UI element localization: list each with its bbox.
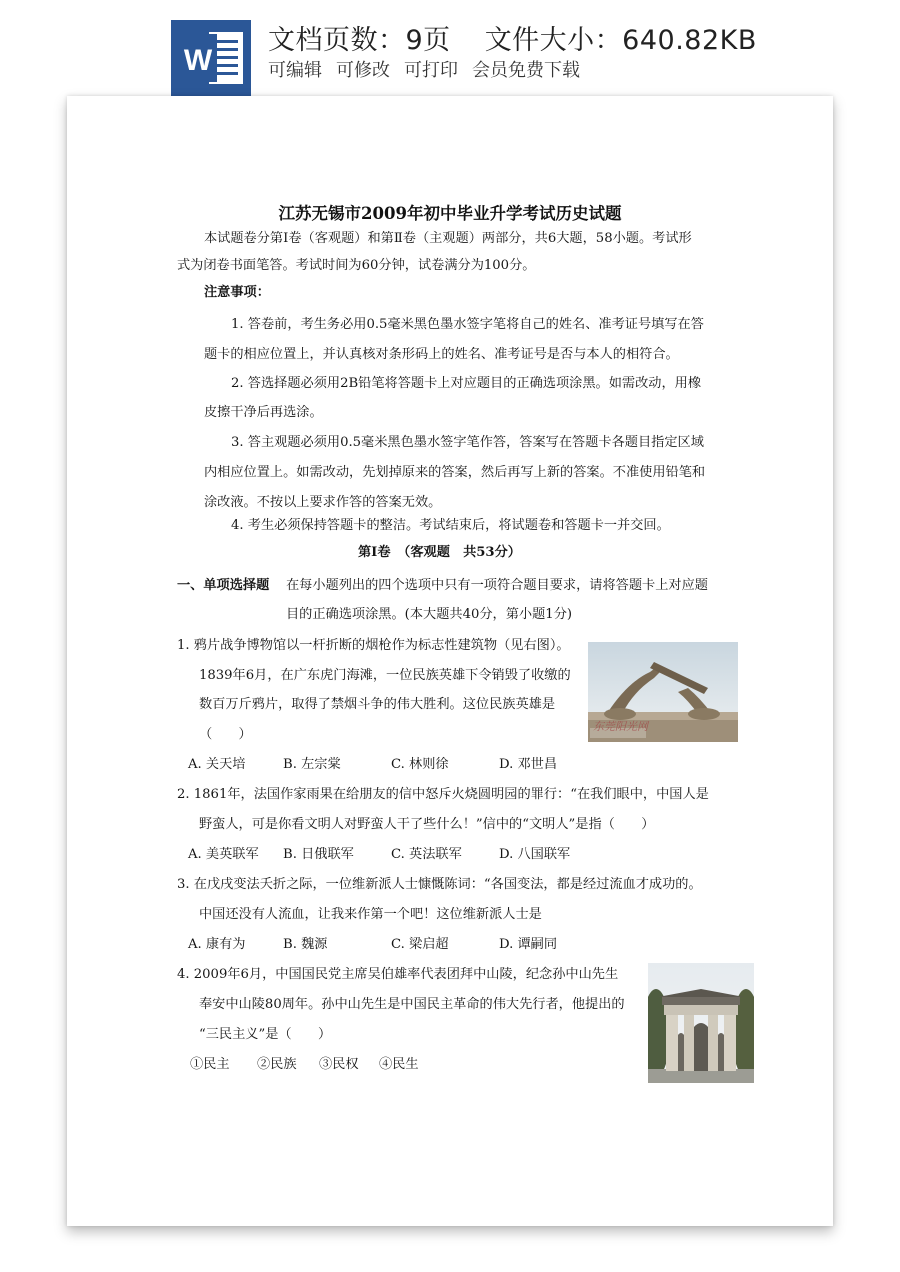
question-4-line-1: 4. 2009年6月，中国国民党主席吴伯雄率代表团拜中山陵，纪念孙中山先生 [177, 967, 619, 982]
note-3-line-2: 内相应位置上。如需改动，先划掉原来的答案，然后再写上新的答案。不准使用铅笔和 [204, 465, 706, 480]
notes-heading: 注意事项： [204, 285, 270, 300]
question-4-option-2: ②民族 [257, 1057, 297, 1072]
question-2-line-2: 野蛮人，可是你看文明人对野蛮人干了些什么！”信中的“文明人”是指（ ） [199, 817, 655, 832]
note-1-line-2: 题卡的相应位置上，并认真核对条形码上的姓名、准考证号是否与本人的相符合。 [204, 347, 679, 362]
question-1-line-3: 数百万斤鸦片，取得了禁烟斗争的伟大胜利。这位民族英雄是 [199, 697, 556, 712]
feature-member-download: 会员免费下载 [472, 60, 580, 81]
feature-modifiable: 可修改 [336, 60, 390, 81]
question-1-option-b: B. 左宗棠 [283, 757, 341, 772]
opium-pipe-monument-photo [588, 642, 738, 742]
note-4: 4. 考生必须保持答题卡的整洁。考试结束后，将试题卷和答题卡一并交回。 [231, 518, 670, 533]
question-4-option-4: ④民生 [379, 1057, 419, 1072]
question-2-option-b: B. 日俄联军 [283, 847, 354, 862]
question-4-option-3: ③民权 [319, 1057, 359, 1072]
question-2-line-1: 2. 1861年，法国作家雨果在给朋友的信中怒斥火烧圆明园的罪行：“在我们眼中，中国人是 [177, 787, 709, 802]
page-title: 江苏无锡市2009年初中毕业升学考试历史试题 [278, 204, 622, 223]
intro-line-1: 本试题卷分第Ⅰ卷（客观题）和第Ⅱ卷（主观题）两部分，共6大题，58小题。考试形 [204, 231, 692, 246]
file-size: 文件大小：640.82KB [484, 25, 757, 56]
question-3-option-b: B. 魏源 [283, 937, 328, 952]
question-3-option-d: D. 谭嗣同 [499, 937, 558, 952]
photo-watermark: 东莞阳光网 [593, 720, 648, 733]
question-2-option-c: C. 英法联军 [391, 847, 462, 862]
question-4-line-3: “三民主义”是（ ） [199, 1027, 332, 1042]
section-title: 第Ⅰ卷 （客观题 共53分） [358, 545, 521, 560]
question-1-line-1: 1. 鸦片战争博物馆以一杆折断的烟枪作为标志性建筑物（见右图）。 [177, 638, 570, 653]
word-document-icon [171, 20, 251, 96]
header-features [268, 56, 594, 82]
part-1-label: 一、单项选择题 [177, 578, 270, 593]
note-3-line-3: 涂改液。不按以上要求作答的答案无效。 [204, 495, 442, 510]
question-1-line-4: （ ） [199, 727, 252, 742]
part-1-desc-line-2: 目的正确选项涂黑。(本大题共40分，第小题1分) [286, 607, 573, 622]
header-stats [268, 18, 757, 57]
note-2-line-1: 2. 答选择题必须用2B铅笔将答题卡上对应题目的正确选项涂黑。如需改动，用橡 [231, 376, 702, 391]
question-1-option-d: D. 邓世昌 [499, 757, 558, 772]
page-count: 文档页数：9页 [268, 25, 451, 56]
question-1-line-2: 1839年6月，在广东虎门海滩，一位民族英雄下令销毁了收缴的 [199, 668, 571, 683]
note-1-line-1: 1. 答卷前，考生务必用0.5毫米黑色墨水签字笔将自己的姓名、准考证号填写在答 [231, 317, 704, 332]
question-2-option-d: D. 八国联军 [499, 847, 571, 862]
question-2-option-a: A. 美英联军 [188, 847, 259, 862]
part-1-desc-line-1: 在每小题列出的四个选项中只有一项符合题目要求，请将答题卡上对应题 [286, 578, 708, 593]
note-2-line-2: 皮擦干净后再选涂。 [204, 405, 323, 420]
question-4-option-1: ①民主 [190, 1057, 230, 1072]
svg-text:W: W [183, 44, 213, 77]
question-3-option-c: C. 梁启超 [391, 937, 449, 952]
question-1-option-a: A. 关天培 [188, 757, 246, 772]
question-3-option-a: A. 康有为 [188, 937, 246, 952]
intro-line-2: 式为闭卷书面笔答。考试时间为60分钟，试卷满分为100分。 [177, 258, 536, 273]
feature-printable: 可打印 [404, 60, 458, 81]
question-1-option-c: C. 林则徐 [391, 757, 449, 772]
question-3-line-1: 3. 在戊戌变法夭折之际，一位维新派人士慷慨陈词：“各国变法，都是经过流血才成功的。 [177, 877, 702, 892]
note-3-line-1: 3. 答主观题必须用0.5毫米黑色墨水签字笔作答，答案写在答题卡各题目指定区域 [231, 435, 704, 450]
document-info-header [0, 0, 900, 100]
feature-editable: 可编辑 [268, 60, 322, 81]
document-page [67, 96, 833, 1226]
sun-yat-sen-mausoleum-photo [648, 963, 754, 1083]
question-4-line-2: 奉安中山陵80周年。孙中山先生是中国民主革命的伟大先行者，他提出的 [199, 997, 625, 1012]
question-3-line-2: 中国还没有人流血，让我来作第一个吧！这位维新派人士是 [199, 907, 542, 922]
